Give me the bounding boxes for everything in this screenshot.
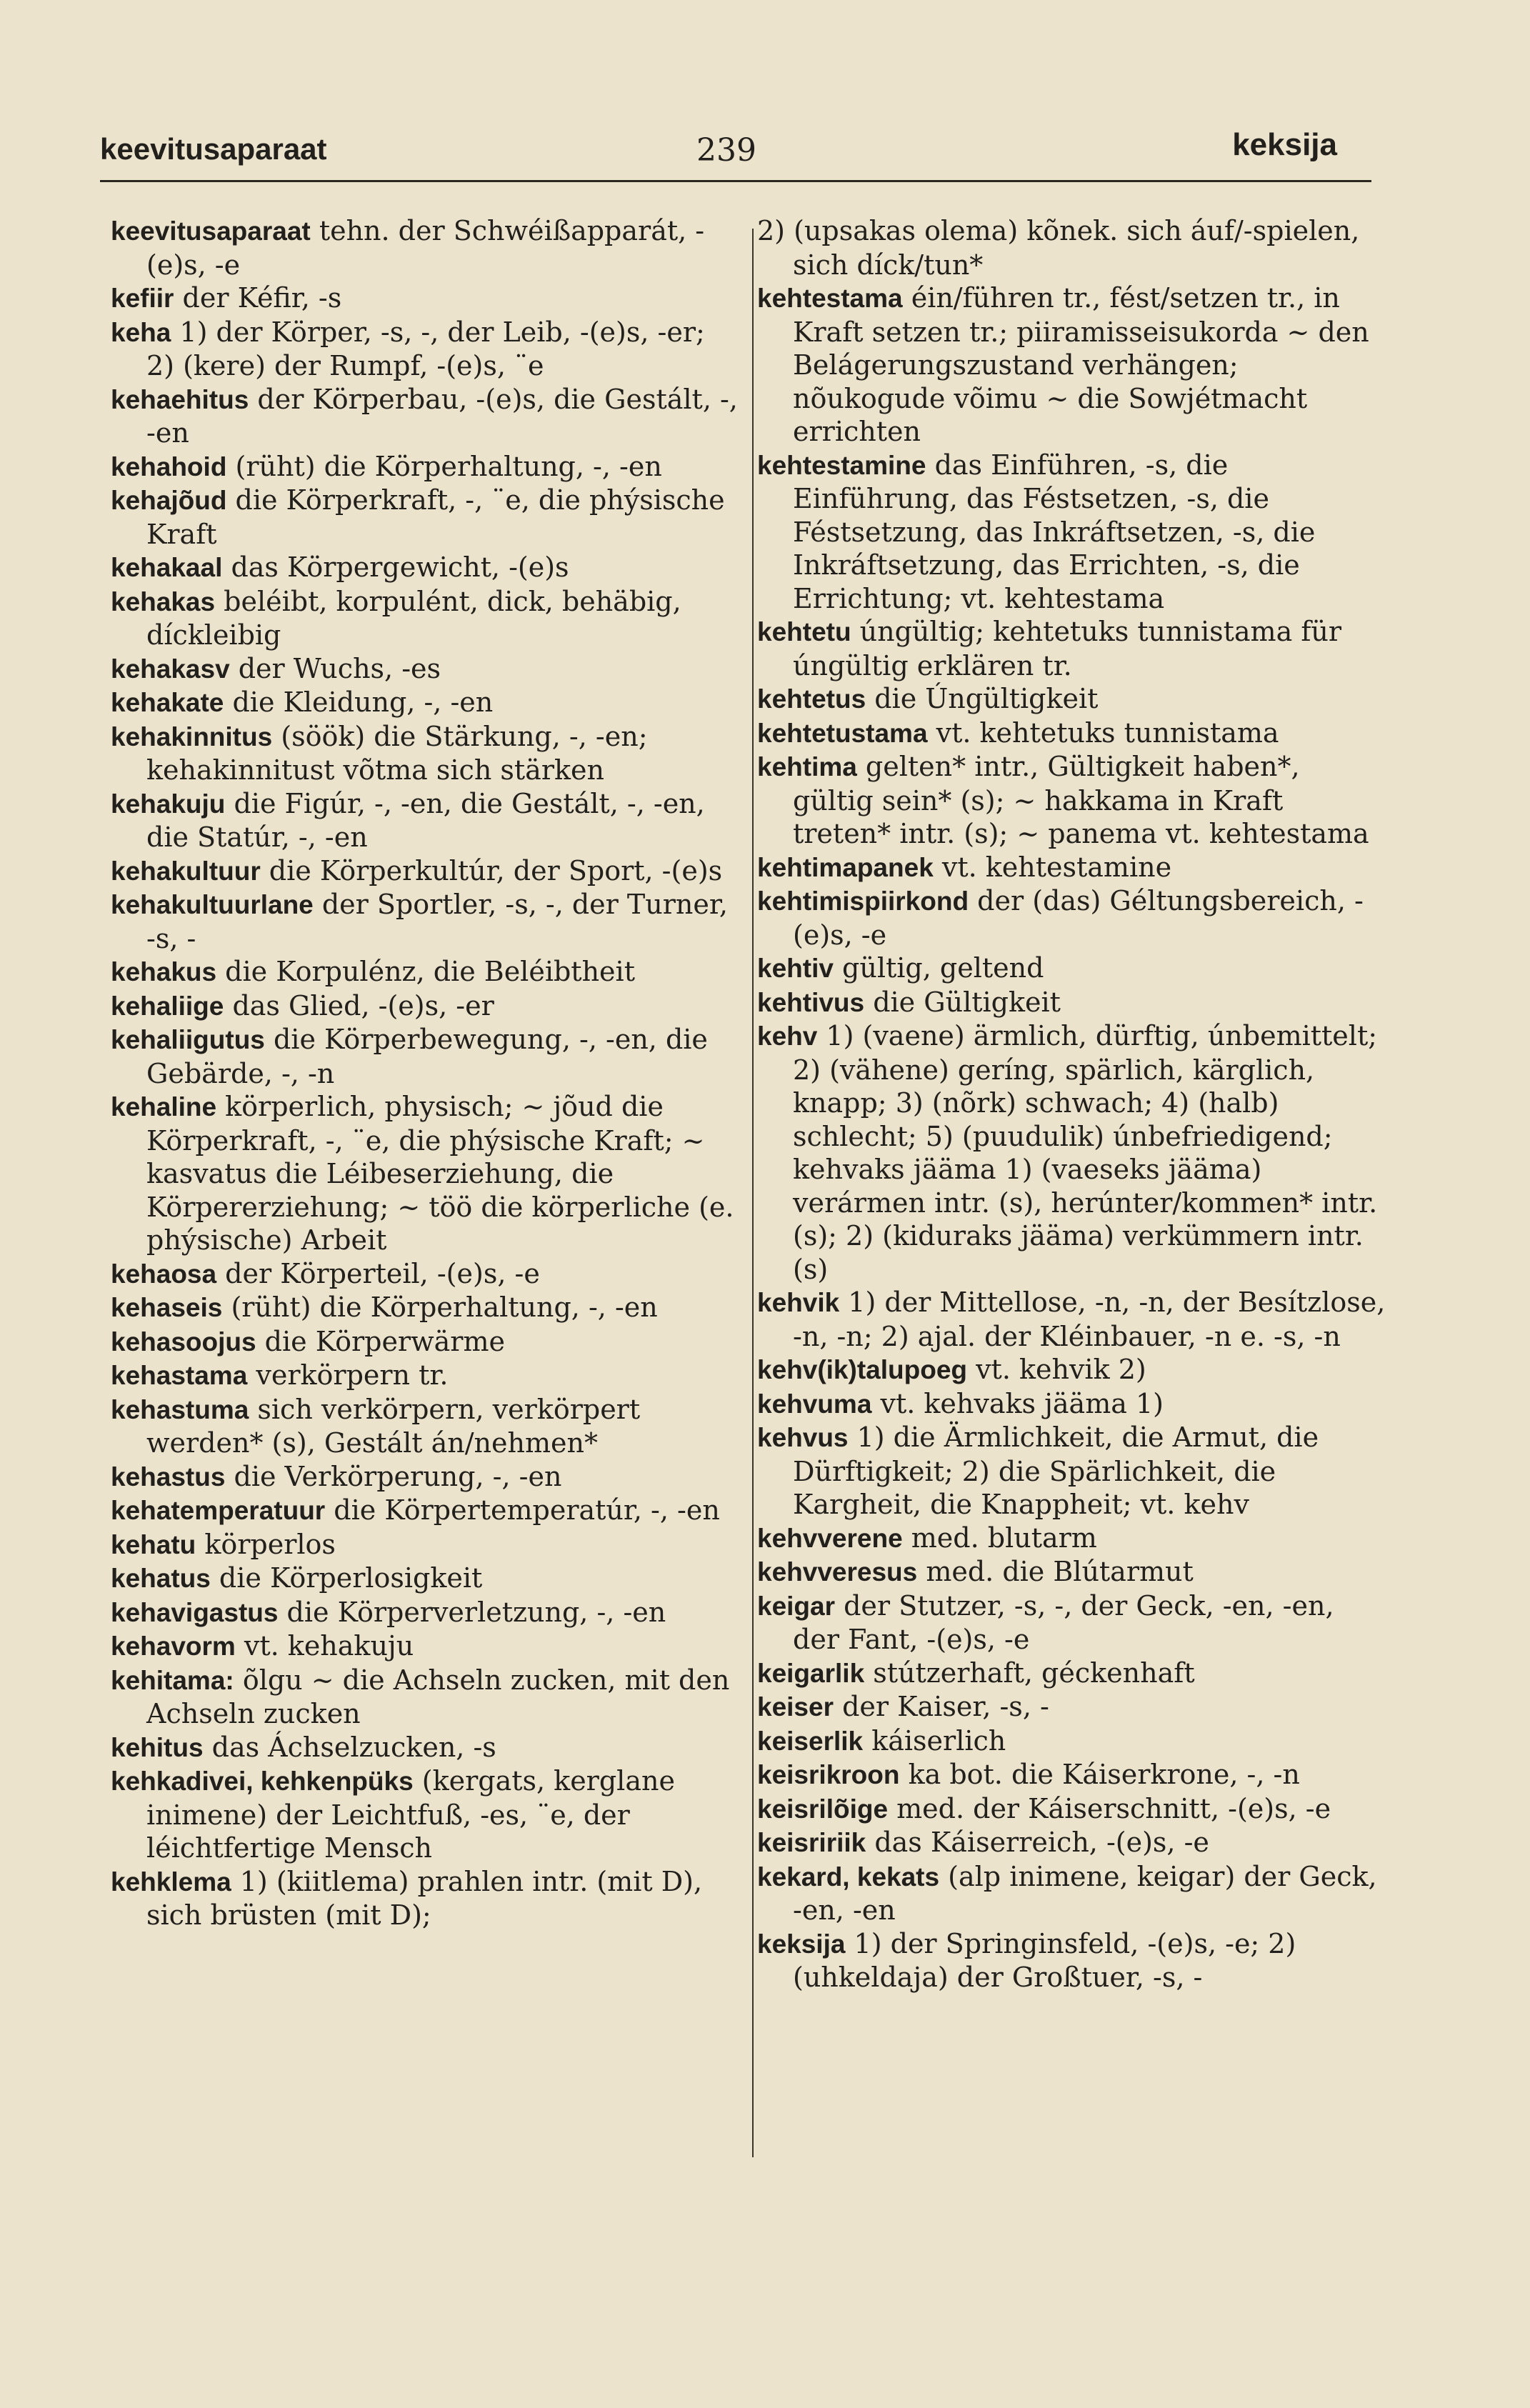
right-column bbox=[757, 214, 1386, 1994]
entry-definition: 1) die Ärmlichkeit, die Armut, die Dürftigkeit; 2) die Spärlichkeit, die Kargheit, die Knappheit; vt. kehv bbox=[793, 1422, 1319, 1520]
entry-definition: die Körperkultúr, der Sport, -(e)s bbox=[260, 854, 723, 886]
entry-headword: kehastuma bbox=[111, 1394, 249, 1424]
dictionary-entry bbox=[111, 281, 739, 316]
dictionary-entry bbox=[111, 955, 739, 989]
entry-headword: kehavigastus bbox=[111, 1597, 279, 1627]
entry-definition: der Körperteil, -(e)s, -e bbox=[216, 1257, 540, 1289]
entry-definition: ka bot. die Káiserkrone, -, -n bbox=[899, 1759, 1300, 1790]
entry-headword: kehakaal bbox=[111, 553, 223, 582]
entry-definition: die Körperverletzung, -, -en bbox=[278, 1596, 666, 1628]
entry-definition: vt. kehakuju bbox=[235, 1630, 414, 1662]
entry-headword: kehakinnitus bbox=[111, 721, 273, 751]
entry-headword: keigarlik bbox=[757, 1658, 865, 1688]
dictionary-entry bbox=[111, 787, 739, 854]
dictionary-entry bbox=[111, 1528, 739, 1562]
dictionary-entry bbox=[111, 383, 739, 450]
dictionary-entry bbox=[757, 716, 1386, 751]
dictionary-entry bbox=[111, 1325, 739, 1359]
entry-definition: káiserlich bbox=[863, 1724, 1006, 1757]
entry-definition: die Figúr, -, -en, die Gestált, -, -en, die Statúr, -, -en bbox=[146, 787, 705, 853]
entry-definition: das Körpergewicht, -(e)s bbox=[222, 551, 569, 583]
entry-definition: der (das) Géltungsbereich, -(e)s, -e bbox=[793, 885, 1364, 951]
dictionary-entry bbox=[757, 1387, 1386, 1422]
dictionary-entry bbox=[111, 989, 739, 1024]
entry-definition: med. blutarm bbox=[902, 1522, 1097, 1554]
entry-definition: (kergats, kerglane inimene) der Leichtfuß, -es, ¨e, der léichtfertige Mensch bbox=[146, 1765, 675, 1864]
entry-headword: kehatus bbox=[111, 1564, 211, 1593]
entry-headword: kehkadivei, kehkenpüks bbox=[111, 1767, 414, 1796]
dictionary-entry bbox=[757, 1589, 1386, 1657]
entry-headword: keiser bbox=[757, 1692, 834, 1722]
entry-definition: die Körperkraft, -, ¨e, die phýsische Kraft bbox=[146, 484, 725, 550]
entry-headword: kehatemperatuur bbox=[111, 1496, 326, 1525]
entry-definition: die Körperwärme bbox=[256, 1325, 505, 1357]
entry-headword: kehvik bbox=[757, 1288, 840, 1317]
dictionary-entry bbox=[111, 1764, 739, 1865]
left-column bbox=[111, 214, 739, 1932]
entry-headword: kehakus bbox=[111, 957, 217, 986]
entry-headword: kehaosa bbox=[111, 1259, 217, 1289]
entry-definition: körperlich, physisch; ~ jõud die Körperkraft, -, ¨e, die phýsische Kraft; ~ kasvatus die Léibeserziehung, die Körpererziehung; ~ töö die körperliche (e. phýsische) Arbeit bbox=[146, 1091, 734, 1256]
dictionary-entry bbox=[757, 214, 1386, 281]
dictionary-entry bbox=[757, 1826, 1386, 1860]
entry-definition: 2) (upsakas olema) kõnek. sich áuf/-spielen, sich díck/tun* bbox=[757, 215, 1360, 281]
entry-definition: körperlos bbox=[196, 1528, 336, 1560]
entry-definition: die Korpulénz, die Beléibtheit bbox=[216, 956, 635, 987]
entry-definition: der Körperbau, -(e)s, die Gestált, -, -en bbox=[146, 383, 738, 449]
entry-headword: kehtestamine bbox=[757, 450, 926, 480]
entry-headword: keisrilõige bbox=[757, 1794, 889, 1824]
entry-definition: (rüht) die Körperhaltung, -, -en bbox=[222, 1292, 658, 1323]
entry-headword: kekard, kekats bbox=[757, 1862, 940, 1892]
entry-definition: der Kaiser, -s, - bbox=[834, 1691, 1049, 1722]
entry-definition: der Stutzer, -s, -, der Geck, -en, -en, der Fant, -(e)s, -e bbox=[793, 1589, 1334, 1655]
dictionary-entry bbox=[757, 1421, 1386, 1522]
entry-headword: kehtetu bbox=[757, 617, 851, 646]
entry-definition: beléibt, korpulént, dick, behäbig, díckleibig bbox=[146, 585, 681, 651]
entry-definition: vt. kehtestamine bbox=[933, 851, 1172, 883]
dictionary-entry bbox=[111, 720, 739, 787]
dictionary-entry bbox=[111, 1629, 739, 1664]
entry-definition: das Káiserreich, -(e)s, -e bbox=[866, 1827, 1209, 1858]
entry-definition: (söök) die Stärkung, -, -en; kehakinnitust võtma sich stärken bbox=[146, 720, 648, 786]
dictionary-entry bbox=[111, 1393, 739, 1460]
entry-headword: kehtimapanek bbox=[757, 852, 934, 882]
entry-headword: kehvverene bbox=[757, 1523, 903, 1553]
dictionary-entry bbox=[111, 551, 739, 585]
dictionary-entry bbox=[757, 884, 1386, 951]
entry-definition: 1) (kiitlema) prahlen intr. (mit D), sich brüsten (mit D); bbox=[146, 1865, 703, 1931]
dictionary-entry bbox=[111, 1359, 739, 1393]
dictionary-entry bbox=[757, 615, 1386, 682]
entry-definition: vt. kehvaks jääma 1) bbox=[871, 1387, 1164, 1419]
dictionary-entry bbox=[111, 1460, 739, 1494]
entry-headword: kehakultuur bbox=[111, 856, 261, 886]
entry-headword: kehaseis bbox=[111, 1293, 223, 1322]
entry-definition: das Einführen, -s, die Einführung, das Féstsetzen, -s, die Féstsetzung, das Inkráftsetzen, -s, die Inkráftsetzung, das Errichten, -s, die Errichtung; vt. kehtestama bbox=[793, 449, 1316, 614]
guideword-right: keksija bbox=[1232, 127, 1337, 162]
entry-headword: kehvuma bbox=[757, 1389, 872, 1419]
entry-headword: kefiir bbox=[111, 284, 174, 313]
dictionary-entry bbox=[111, 1257, 739, 1292]
entry-definition: 1) der Körper, -s, -, der Leib, -(e)s, -er; 2) (kere) der Rumpf, -(e)s, ¨e bbox=[146, 316, 705, 381]
entry-definition: die Verkörperung, -, -en bbox=[225, 1460, 562, 1492]
dictionary-entry bbox=[757, 281, 1386, 449]
entry-definition: das Áchselzucken, -s bbox=[203, 1731, 496, 1763]
dictionary-entry bbox=[757, 682, 1386, 716]
entry-headword: kehv bbox=[757, 1021, 818, 1051]
entry-headword: kehitama: bbox=[111, 1665, 234, 1695]
dictionary-entry bbox=[757, 951, 1386, 986]
entry-headword: kehajõud bbox=[111, 486, 227, 515]
dictionary-entry bbox=[757, 1286, 1386, 1353]
dictionary-entry bbox=[111, 854, 739, 889]
guideword-left: keevitusaparaat bbox=[100, 132, 327, 166]
dictionary-entry bbox=[111, 888, 739, 955]
entry-definition: úngültig; kehtetuks tunnistama für úngültig erklären tr. bbox=[793, 616, 1342, 681]
dictionary-entry bbox=[111, 1664, 739, 1731]
entry-definition: éin/führen tr., fést/setzen tr., in Kraft setzen tr.; piiramisseisukorda ~ den Belágerungszustand verhängen; nõukogude võimu ~ die Sowjétmacht errichten bbox=[793, 282, 1369, 447]
entry-definition: (rüht) die Körperhaltung, -, -en bbox=[226, 450, 662, 482]
dictionary-entry bbox=[757, 1522, 1386, 1556]
dictionary-entry bbox=[757, 750, 1386, 851]
dictionary-entry bbox=[757, 1724, 1386, 1759]
dictionary-entry bbox=[111, 1291, 739, 1325]
dictionary-entry bbox=[757, 1657, 1386, 1691]
dictionary-entry bbox=[757, 1927, 1386, 1994]
entry-headword: kehaline bbox=[111, 1092, 217, 1121]
entry-headword: keevitusaparaat bbox=[111, 216, 311, 246]
dictionary-entry bbox=[111, 1865, 739, 1932]
entry-definition: die Körpertemperatúr, -, -en bbox=[325, 1494, 720, 1526]
dictionary-entry bbox=[111, 484, 739, 551]
dictionary-entry bbox=[757, 851, 1386, 885]
entry-headword: kehklema bbox=[111, 1867, 231, 1897]
entry-definition: tehn. der Schwéißapparát, -(e)s, -e bbox=[146, 215, 705, 281]
dictionary-entry bbox=[111, 1090, 739, 1257]
entry-definition: 1) der Mittellose, -n, -n, der Besítzlose, -n, -n; 2) ajal. der Kléinbauer, -n e. -s, -n bbox=[793, 1287, 1386, 1352]
dictionary-entry bbox=[757, 986, 1386, 1020]
entry-definition: vt. kehvik 2) bbox=[967, 1354, 1146, 1385]
entry-headword: kehakate bbox=[111, 688, 224, 717]
entry-definition: die Körperbewegung, -, -en, die Gebärde, -, -n bbox=[146, 1024, 708, 1089]
dictionary-entry bbox=[111, 1596, 739, 1630]
header-rule bbox=[100, 180, 1371, 182]
dictionary-entry bbox=[757, 1555, 1386, 1589]
entry-definition: die Úngültigkeit bbox=[866, 683, 1099, 714]
entry-headword: kehakultuurlane bbox=[111, 890, 314, 919]
entry-definition: die Kleidung, -, -en bbox=[224, 686, 494, 718]
dictionary-entry bbox=[111, 1562, 739, 1596]
dictionary-entry bbox=[111, 585, 739, 652]
entry-headword: kehvveresus bbox=[757, 1557, 918, 1587]
entry-headword: keisrikroon bbox=[757, 1760, 900, 1789]
entry-definition: der Kéfir, -s bbox=[174, 282, 342, 314]
dictionary-entry bbox=[757, 1758, 1386, 1792]
dictionary-entry bbox=[757, 1690, 1386, 1724]
dictionary-entry bbox=[757, 1353, 1386, 1387]
entry-headword: kehvus bbox=[757, 1423, 849, 1452]
entry-definition: õlgu ~ die Achseln zucken, mit den Achseln zucken bbox=[146, 1664, 730, 1729]
entry-headword: kehatu bbox=[111, 1529, 196, 1559]
entry-definition: vt. kehtetuks tunnistama bbox=[927, 716, 1279, 749]
entry-definition: der Sportler, -s, -, der Turner, -s, - bbox=[146, 889, 728, 954]
dictionary-entry bbox=[111, 450, 739, 484]
entry-headword: kehakasv bbox=[111, 654, 230, 684]
entry-headword: kehahoid bbox=[111, 451, 227, 481]
entry-headword: kehavorm bbox=[111, 1632, 236, 1661]
dictionary-entry bbox=[757, 449, 1386, 616]
entry-headword: kehaehitus bbox=[111, 384, 249, 414]
page-number: 239 bbox=[696, 132, 756, 169]
entry-definition: sich verkörpern, verkörpert werden* (s), Gestált án/nehmen* bbox=[146, 1393, 641, 1459]
entry-headword: kehtestama bbox=[757, 284, 903, 313]
entry-definition: das Glied, -(e)s, -er bbox=[224, 989, 494, 1021]
entry-definition: verkörpern tr. bbox=[247, 1359, 449, 1391]
entry-headword: kehakuju bbox=[111, 789, 226, 819]
dictionary-entry bbox=[111, 214, 739, 281]
entry-headword: keiserlik bbox=[757, 1726, 864, 1756]
dictionary-entry bbox=[111, 1023, 739, 1090]
entry-headword: kehakas bbox=[111, 586, 216, 616]
entry-definition: gültig, geltend bbox=[833, 952, 1044, 984]
dictionary-entry bbox=[757, 1792, 1386, 1827]
entry-headword: kehaliige bbox=[111, 991, 224, 1021]
entry-headword: kehtivus bbox=[757, 987, 865, 1017]
dictionary-entry bbox=[757, 1860, 1386, 1927]
entry-definition: die Körperlosigkeit bbox=[210, 1562, 483, 1594]
entry-headword: keigar bbox=[757, 1591, 836, 1621]
dictionary-entry bbox=[111, 686, 739, 720]
entry-headword: kehtimispiirkond bbox=[757, 886, 969, 916]
entry-headword: kehv(ik)talupoeg bbox=[757, 1355, 967, 1384]
entry-headword: kehtetustama bbox=[757, 718, 928, 748]
entry-headword: kehitus bbox=[111, 1732, 204, 1762]
entry-definition: stútzerhaft, géckenhaft bbox=[864, 1657, 1195, 1689]
entry-headword: kehaliigutus bbox=[111, 1025, 265, 1054]
entry-headword: keksija bbox=[757, 1929, 846, 1959]
dictionary-entry bbox=[111, 652, 739, 686]
entry-headword: keha bbox=[111, 317, 171, 347]
entry-definition: der Wuchs, -es bbox=[229, 652, 441, 684]
entry-definition: (alp inimene, keigar) der Geck, -en, -en bbox=[793, 1860, 1377, 1926]
entry-definition: gelten* intr., Gültigkeit haben*, gültig sein* (s); ~ hakkama in Kraft treten* intr. (s); ~ panema vt. kehtestama bbox=[793, 751, 1369, 849]
column-divider bbox=[752, 229, 754, 2157]
entry-headword: keisririik bbox=[757, 1828, 866, 1857]
entry-definition: 1) (vaene) ärmlich, dürftig, únbemittelt; 2) (vähene) geríng, spärlich, kärglich, knapp; 3) (nõrk) schwach; 4) (halb) schlecht; 5) (puudulik) únbefriedigend; kehvaks jääma 1) (vaeseks jääma) verármen intr. (s), herúnter/kommen* intr. (s); 2) (kiduraks jääma) verkümmern intr. (s) bbox=[793, 1020, 1378, 1285]
entry-definition: med. die Blútarmut bbox=[917, 1556, 1194, 1587]
dictionary-entry bbox=[111, 316, 739, 383]
dictionary-entry bbox=[111, 1494, 739, 1528]
entry-headword: kehtima bbox=[757, 752, 857, 781]
entry-headword: kehtiv bbox=[757, 954, 834, 983]
entry-headword: kehastama bbox=[111, 1361, 248, 1390]
entry-headword: kehastus bbox=[111, 1462, 226, 1492]
entry-headword: kehasoojus bbox=[111, 1327, 256, 1357]
entry-headword: kehtetus bbox=[757, 684, 866, 714]
entry-definition: med. der Káiserschnitt, -(e)s, -e bbox=[888, 1792, 1331, 1824]
dictionary-entry bbox=[111, 1731, 739, 1765]
entry-definition: 1) der Springinsfeld, -(e)s, -e; 2) (uhkeldaja) der Großtuer, -s, - bbox=[793, 1927, 1296, 1993]
entry-definition: die Gültigkeit bbox=[864, 986, 1061, 1018]
dictionary-entry bbox=[757, 1019, 1386, 1286]
